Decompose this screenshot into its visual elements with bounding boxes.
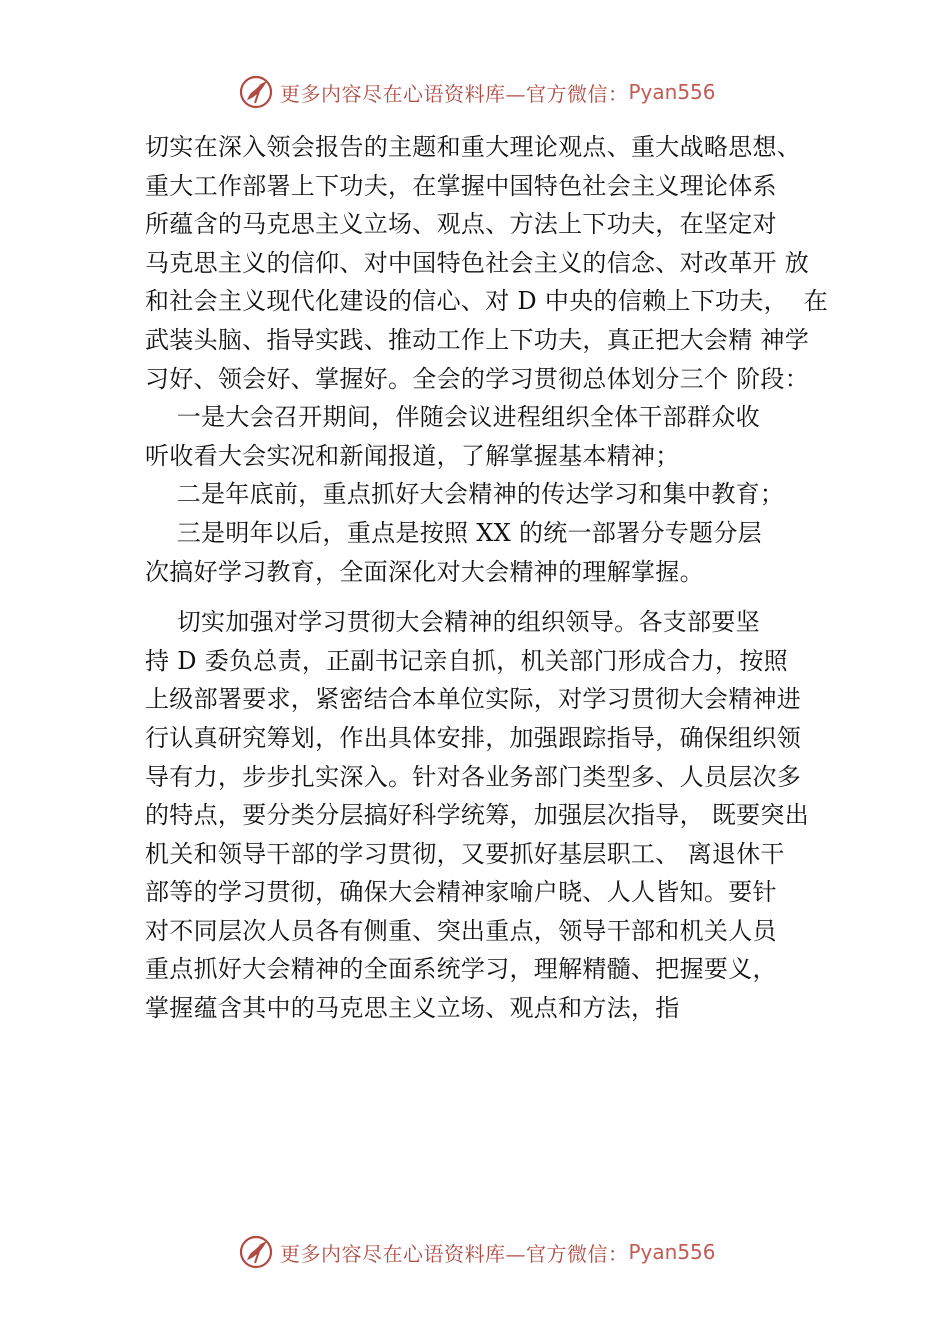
text-line: 听收看大会实况和新闻报道，了解掌握基本精神； bbox=[145, 441, 680, 470]
paragraph-4 bbox=[145, 514, 845, 591]
text-line: 重大工作部署上下功夫，在掌握中国特色社会主义理论体系 bbox=[145, 171, 777, 200]
document-body bbox=[145, 128, 845, 1028]
leaf-circle-logo-icon bbox=[238, 1234, 274, 1270]
text-line: 的特点，要分类分层搞好科学统筹，加强层次指导， 既要突出 bbox=[145, 801, 810, 830]
leaf-circle-logo-icon bbox=[238, 74, 274, 110]
paragraph-3 bbox=[145, 475, 845, 514]
text-line: 持 D 委负总责，正副书记亲自抓，机关部门形成合力，按照 bbox=[145, 646, 788, 675]
text-line: 二是年底前，重点抓好大会精神的传达学习和集中教育； bbox=[145, 480, 785, 509]
text-line: 掌握蕴含其中的马克思主义立场、观点和方法，指 bbox=[145, 994, 680, 1023]
text-line: 对不同层次人员各有侧重、突出重点，领导干部和机关人员 bbox=[145, 916, 777, 945]
text-line: 切实加强对学习贯彻大会精神的组织领导。各支部要坚 bbox=[145, 608, 760, 637]
text-line: 部等的学习贯彻，确保大会精神家喻户晓、人人皆知。要针 bbox=[145, 878, 777, 907]
banner-text: 更多内容尽在心语资料库—官方微信： bbox=[280, 81, 629, 106]
text-line: 行认真研究筹划，作出具体安排，加强跟踪指导，确保组织领 bbox=[145, 723, 802, 752]
text-line: 武装头脑、指导实践、推动工作上下功夫，真正把大会精 神学 bbox=[145, 325, 810, 354]
text-line: 机关和领导干部的学习贯彻，又要抓好基层职工、 离退休干 bbox=[145, 839, 785, 868]
text-line: 三是明年以后，重点是按照 XX 的统一部署分专题分层 bbox=[145, 518, 762, 547]
text-line: 和社会主义现代化建设的信心、对 D 中央的信赖上下功夫， 在 bbox=[145, 287, 829, 316]
wechat-id: Pyan556 bbox=[628, 80, 716, 104]
banner-text: 更多内容尽在心语资料库—官方微信： bbox=[280, 1241, 629, 1266]
text-line: 习好、领会好、掌握好。全会的学习贯彻总体划分三个 阶段： bbox=[145, 364, 810, 393]
wechat-id: Pyan556 bbox=[628, 1240, 716, 1264]
text-line: 次搞好学习教育，全面深化对大会精神的理解掌握。 bbox=[145, 557, 704, 586]
text-line: 切实在深入领会报告的主题和重大理论观点、重大战略思想、 bbox=[145, 133, 802, 161]
text-line: 马克思主义的信仰、对中国特色社会主义的信念、对改革开 放 bbox=[145, 248, 810, 277]
text-line: 导有力，步步扎实深入。针对各业务部门类型多、人员层次多 bbox=[145, 762, 802, 791]
footer-banner bbox=[238, 1232, 716, 1272]
header-banner bbox=[238, 72, 716, 112]
text-line: 所蕴含的马克思主义立场、观点、方法上下功夫，在坚定对 bbox=[145, 210, 777, 239]
text-line: 重点抓好大会精神的全面系统学习，理解精髓、把握要义， bbox=[145, 955, 777, 984]
paragraph-2 bbox=[145, 398, 845, 475]
text-line: 上级部署要求，紧密结合本单位实际，对学习贯彻大会精神进 bbox=[145, 685, 802, 714]
paragraph-1 bbox=[145, 128, 845, 398]
text-line: 一是大会召开期间，伴随会议进程组织全体干部群众收 bbox=[145, 403, 760, 432]
paragraph-5 bbox=[145, 603, 845, 1028]
